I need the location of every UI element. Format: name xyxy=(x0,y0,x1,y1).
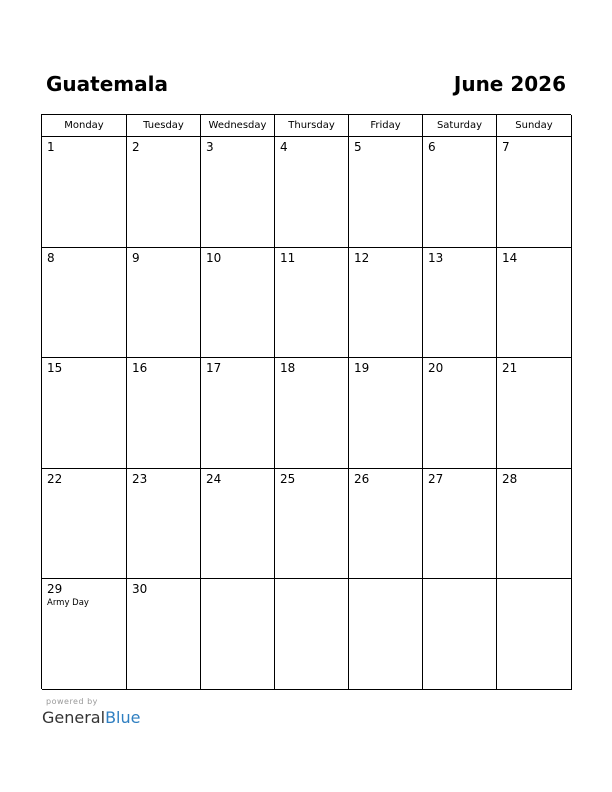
day-cell xyxy=(42,248,127,359)
weekday-header-sunday: Sunday xyxy=(497,115,572,137)
day-cell xyxy=(497,469,572,580)
empty-day-cell xyxy=(201,579,275,690)
empty-day-cell xyxy=(275,579,349,690)
weekday-header-saturday: Saturday xyxy=(423,115,497,137)
day-cell xyxy=(349,358,423,469)
day-number: 12 xyxy=(354,250,370,265)
logo-text-general: General xyxy=(42,708,106,727)
weekday-header-thursday: Thursday xyxy=(275,115,349,137)
day-cell xyxy=(275,137,349,248)
day-number: 16 xyxy=(132,361,148,376)
day-number: 23 xyxy=(132,471,148,486)
day-number: 1 xyxy=(47,140,55,154)
day-number: 22 xyxy=(47,471,63,486)
weekday-header-wednesday: Wednesday xyxy=(201,115,275,137)
holiday-label: Army Day xyxy=(47,598,89,609)
empty-day-cell xyxy=(423,579,497,690)
day-cell xyxy=(42,137,127,248)
day-number: 3 xyxy=(206,140,214,154)
day-number: 21 xyxy=(502,361,518,376)
weekday-header-tuesday: Tuesday xyxy=(127,115,201,137)
day-number: 8 xyxy=(47,250,55,265)
day-cell xyxy=(497,137,572,248)
day-cell xyxy=(127,137,201,248)
day-cell xyxy=(127,358,201,469)
calendar-country-title: Guatemala xyxy=(46,72,168,96)
day-number: 11 xyxy=(280,250,296,265)
generalblue-logo[interactable] xyxy=(42,708,140,728)
empty-day-cell xyxy=(497,579,572,690)
logo-text-blue: Blue xyxy=(105,708,141,727)
day-cell xyxy=(201,137,275,248)
day-cell xyxy=(497,358,572,469)
day-cell xyxy=(201,358,275,469)
day-number: 15 xyxy=(47,361,63,376)
day-number: 18 xyxy=(280,361,296,376)
day-number: 26 xyxy=(354,471,370,486)
day-number: 2 xyxy=(132,140,140,154)
day-number: 24 xyxy=(206,471,222,486)
day-cell xyxy=(423,248,497,359)
day-cell xyxy=(275,469,349,580)
day-number: 7 xyxy=(502,140,510,154)
day-cell xyxy=(201,469,275,580)
day-cell xyxy=(423,137,497,248)
day-number: 27 xyxy=(428,471,444,486)
day-cell xyxy=(127,469,201,580)
day-cell xyxy=(423,358,497,469)
day-cell xyxy=(275,358,349,469)
day-cell xyxy=(275,248,349,359)
day-cell xyxy=(349,137,423,248)
day-number: 17 xyxy=(206,361,222,376)
day-cell xyxy=(127,248,201,359)
powered-by-text: powered by xyxy=(46,697,98,706)
day-number: 9 xyxy=(132,250,140,265)
day-number: 13 xyxy=(428,250,444,265)
day-number: 19 xyxy=(354,361,370,376)
day-cell xyxy=(423,469,497,580)
day-cell xyxy=(349,248,423,359)
day-cell xyxy=(497,248,572,359)
day-number: 20 xyxy=(428,361,444,376)
day-cell xyxy=(42,579,127,690)
day-number: 28 xyxy=(502,471,518,486)
day-number: 30 xyxy=(132,582,148,597)
day-number: 4 xyxy=(280,140,288,154)
calendar-month-title: June 2026 xyxy=(453,72,566,96)
weekday-header-friday: Friday xyxy=(349,115,423,137)
empty-day-cell xyxy=(349,579,423,690)
day-cell xyxy=(349,469,423,580)
day-number: 14 xyxy=(502,250,518,265)
day-cell xyxy=(201,248,275,359)
day-number: 25 xyxy=(280,471,296,486)
day-number: 29 xyxy=(47,582,63,597)
day-cell xyxy=(42,469,127,580)
calendar-grid xyxy=(41,114,571,689)
day-cell xyxy=(127,579,201,690)
day-number: 5 xyxy=(354,140,362,154)
weekday-header-monday: Monday xyxy=(42,115,127,137)
day-number: 10 xyxy=(206,250,222,265)
day-number: 6 xyxy=(428,140,436,154)
day-cell xyxy=(42,358,127,469)
